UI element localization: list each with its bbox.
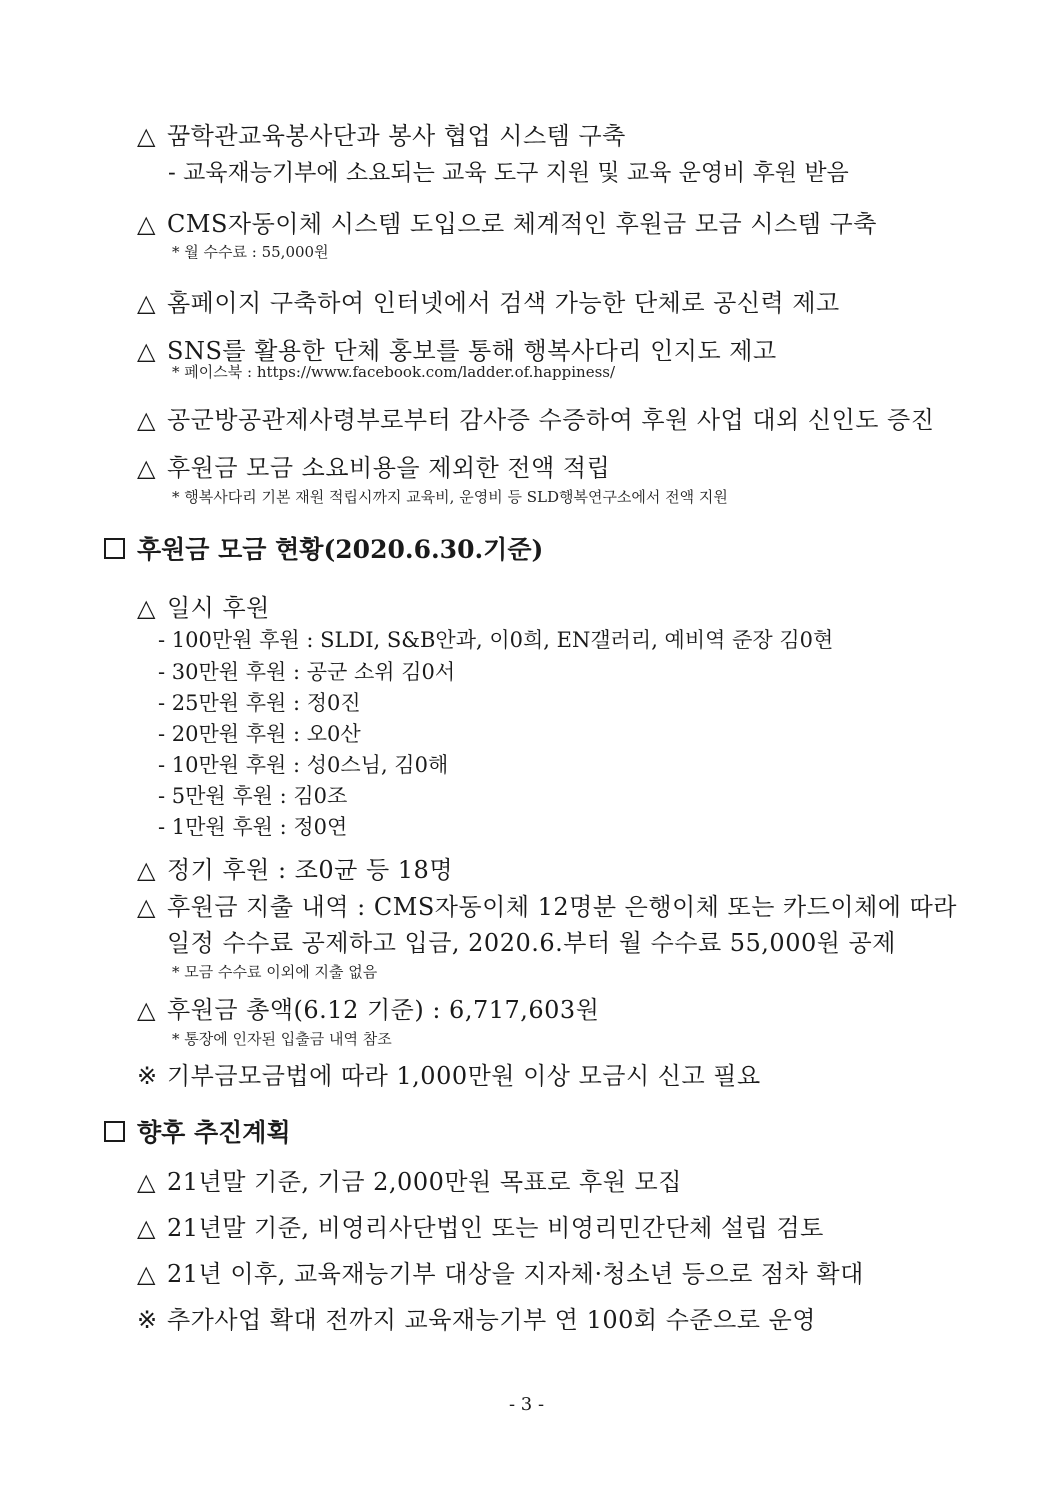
note-cms-fee: * 월 수수료 : 55,000원 xyxy=(172,243,329,261)
checkbox-square-icon xyxy=(104,538,125,559)
plan-item: △ 21년말 기준, 비영리사단법인 또는 비영리민간단체 설립 검토 xyxy=(137,1214,824,1242)
item-one-time-donation: △ 일시 후원 xyxy=(137,594,270,622)
note-facebook: * 페이스북 : https://www.facebook.com/ladder.of.happiness/ xyxy=(172,363,616,381)
plan-item: △ 21년말 기준, 기금 2,000만원 목표로 후원 모집 xyxy=(137,1168,682,1196)
triangle-marker: △ xyxy=(137,122,156,150)
plan-note: ※ 추가사업 확대 전까지 교육재능기부 연 100회 수준으로 운영 xyxy=(137,1306,816,1334)
item-air-force-certificate: △ 공군방공관제사령부로부터 감사증 수증하여 후원 사업 대외 신인도 증진 xyxy=(137,406,935,434)
note-reserve: * 행복사다리 기본 재원 적립시까지 교육비, 운영비 등 SLD행복연구소에서 전액 지원 xyxy=(172,488,728,506)
list-item: - 10만원 후원 : 성0스님, 김0해 xyxy=(158,753,449,777)
triangle-marker: △ xyxy=(137,594,156,622)
list-item: - 20만원 후원 : 오0산 xyxy=(158,722,361,746)
triangle-marker: △ xyxy=(137,1214,156,1242)
triangle-marker: △ xyxy=(137,856,156,884)
triangle-marker: △ xyxy=(137,406,156,434)
list-item: - 100만원 후원 : SLDI, S&B안과, 이0희, EN갤러리, 예비역 준장 김0현 xyxy=(158,628,834,652)
item-expense-continued: 일정 수수료 공제하고 입금, 2020.6.부터 월 수수료 55,000원 공제 xyxy=(167,929,896,957)
page-number: - 3 - xyxy=(509,1394,545,1415)
triangle-marker: △ xyxy=(137,1168,156,1196)
list-item: - 30만원 후원 : 공군 소위 김0서 xyxy=(158,660,456,684)
list-item: - 25만원 후원 : 정0진 xyxy=(158,691,361,715)
section-title-future-plan: 향후 추진계획 xyxy=(104,1113,291,1149)
triangle-marker: △ xyxy=(137,1260,156,1288)
triangle-marker: △ xyxy=(137,289,156,317)
detail-education-support: - 교육재능기부에 소요되는 교육 도구 지원 및 교육 운영비 후원 받음 xyxy=(168,160,849,186)
triangle-marker: △ xyxy=(137,210,156,238)
section-title-donation-status: 후원금 모금 현황(2020.6.30.기준) xyxy=(104,530,543,566)
item-expense: △ 후원금 지출 내역 : CMS자동이체 12명분 은행이체 또는 카드이체에 따라 xyxy=(137,893,957,921)
reference-marker: ※ xyxy=(137,1062,158,1090)
triangle-marker: △ xyxy=(137,996,156,1024)
note-total: * 통장에 인자된 입출금 내역 참조 xyxy=(172,1030,392,1048)
item-sns: △ SNS를 활용한 단체 홍보를 통해 행복사다리 인지도 제고 xyxy=(137,337,777,365)
triangle-marker: △ xyxy=(137,454,156,482)
note-expense: * 모금 수수료 이외에 지출 없음 xyxy=(172,963,378,981)
item-full-reserve: △ 후원금 모금 소요비용을 제외한 전액 적립 xyxy=(137,454,611,482)
item-total: △ 후원금 총액(6.12 기준) : 6,717,603원 xyxy=(137,996,600,1024)
item-volunteer-collab: △ 꿈학관교육봉사단과 봉사 협업 시스템 구축 xyxy=(137,122,626,150)
list-item: - 1만원 후원 : 정0연 xyxy=(158,815,348,839)
triangle-marker: △ xyxy=(137,337,156,365)
reference-marker: ※ xyxy=(137,1306,158,1334)
plan-item: △ 21년 이후, 교육재능기부 대상을 지자체·청소년 등으로 점차 확대 xyxy=(137,1260,864,1288)
item-law-note: ※ 기부금모금법에 따라 1,000만원 이상 모금시 신고 필요 xyxy=(137,1062,761,1090)
triangle-marker: △ xyxy=(137,893,156,921)
checkbox-square-icon xyxy=(104,1121,125,1142)
item-cms-system: △ CMS자동이체 시스템 도입으로 체계적인 후원금 모금 시스템 구축 xyxy=(137,210,877,238)
list-item: - 5만원 후원 : 김0조 xyxy=(158,784,348,808)
item-regular-donation: △ 정기 후원 : 조0균 등 18명 xyxy=(137,856,454,884)
item-homepage: △ 홈페이지 구축하여 인터넷에서 검색 가능한 단체로 공신력 제고 xyxy=(137,289,840,317)
